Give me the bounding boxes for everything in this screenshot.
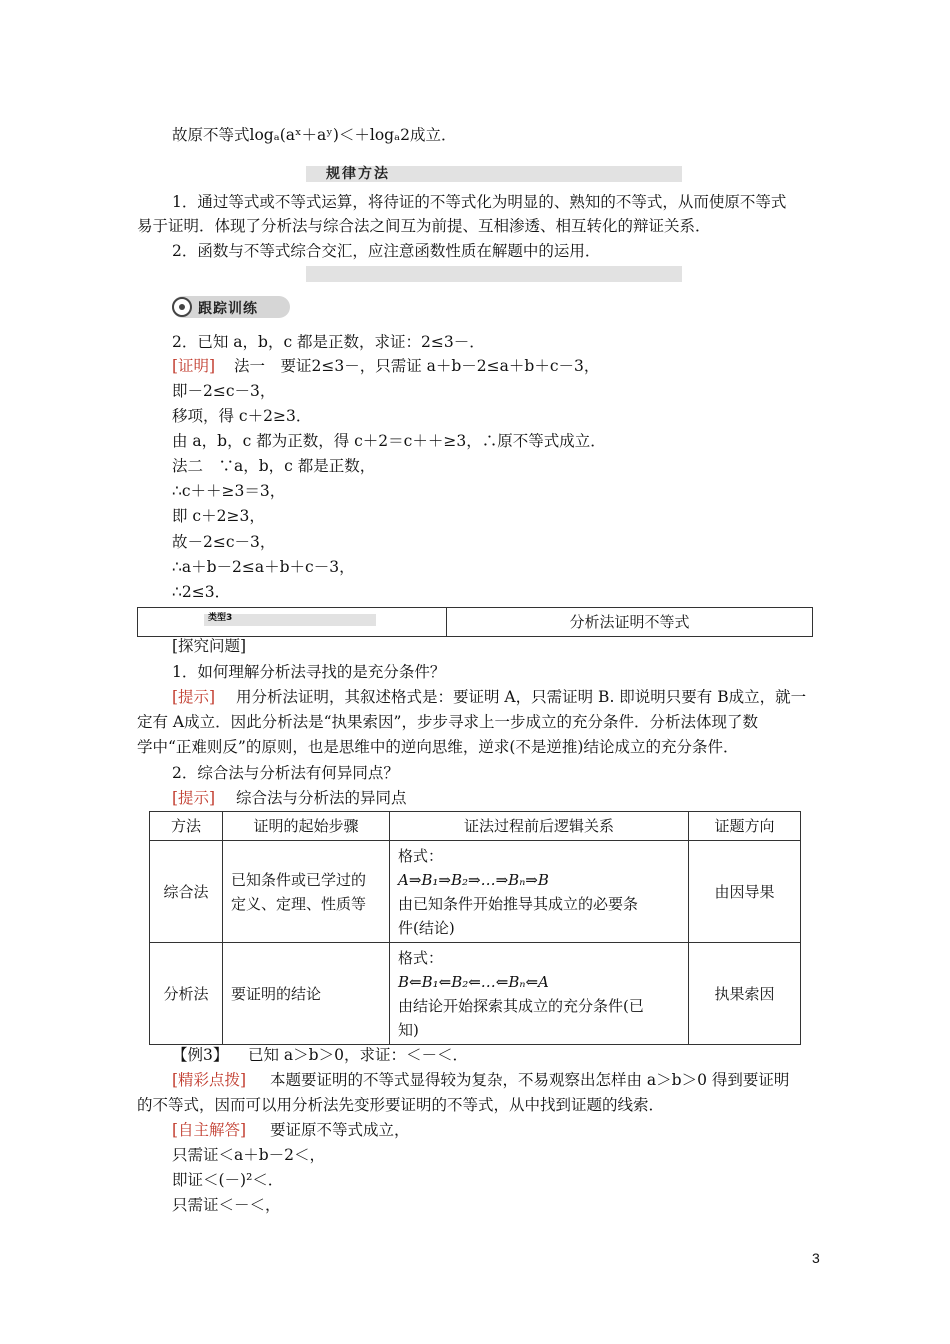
start-text-line: 已知条件或已学过的	[231, 870, 367, 889]
rule-item-2: 2．函数与不等式综合交汇，应注意函数性质在解题中的运用．	[172, 242, 601, 260]
tracking-practice-title: 跟踪训练	[198, 301, 258, 317]
proof-line-7: 即 c＋2≥3，	[172, 507, 265, 525]
start-cell	[223, 841, 390, 943]
logic-text-line: 格式：	[398, 948, 444, 967]
explore-heading: [探究问题]	[172, 637, 247, 655]
table-row	[150, 841, 801, 943]
question-1-answer-line-2: 定有 A成立．因此分析法是“执果索因”，步步寻求上一步成立的充分条件．分析法体现了数	[137, 713, 758, 731]
rule-method-title: 规律方法	[326, 166, 390, 182]
exercise-2-problem: 2．已知 a，b，c 都是正数，求证：2≤3－．	[172, 333, 485, 351]
insight-tag: [精彩点拨]	[172, 1071, 247, 1089]
example-3-tag: 【例3】	[172, 1046, 229, 1064]
logic-text-line: 由结论开始探索其成立的充分条件(已	[398, 996, 644, 1015]
logic-text-line: 件(结论)	[398, 918, 455, 937]
direction-cell: 执果索因	[689, 943, 801, 1045]
logic-text-line: 格式：	[398, 846, 444, 865]
proof-line-1: 法一 要证2≤3－，只需证 a＋b－2≤a＋b＋c－3，	[234, 357, 600, 375]
proof-line-8: 故－2≤c－3，	[172, 533, 276, 551]
rule-item-1-line-1: 1．通过等式或不等式运算，将待证的不等式化为明显的、熟知的不等式，从而使原不等式	[172, 193, 787, 211]
logic-cell	[390, 943, 689, 1045]
proof-line-5: 法二 ∵a，b，c 都是正数，	[172, 457, 376, 475]
question-2-answer: 综合法与分析法的异同点	[236, 789, 407, 807]
target-icon	[172, 297, 192, 317]
question-1-answer-line-1: 用分析法证明，其叙述格式是：要证明 A，只需证明 B. 即说明只要有 B成立，就一	[236, 688, 807, 706]
method-cell: 分析法	[150, 943, 223, 1045]
proof-line-2: 即－2≤c－3，	[172, 382, 276, 400]
header-logic: 证法过程前后逻辑关系	[390, 812, 689, 841]
start-text-line: 要证明的结论	[231, 984, 322, 1003]
type-header-table	[137, 607, 813, 637]
start-cell	[223, 943, 390, 1045]
solution-tag: [自主解答]	[172, 1121, 247, 1139]
rule-method-end-bar	[306, 266, 682, 282]
logic-cell	[390, 841, 689, 943]
header-start: 证明的起始步骤	[223, 812, 390, 841]
comparison-table-header	[150, 812, 801, 841]
header-direction: 证题方向	[689, 812, 801, 841]
direction-cell: 由因导果	[689, 841, 801, 943]
logic-format-line: B⇐B₁⇐B₂⇐…⇐Bₙ⇐A	[398, 972, 549, 991]
proof-line-4: 由 a，b，c 都为正数，得 c＋2＝c＋＋≥3，∴原不等式成立．	[172, 432, 606, 450]
question-1: 1．如何理解分析法寻找的是充分条件？	[172, 663, 446, 681]
proof-tag: [证明]	[172, 357, 216, 375]
solution-line-1: 要证原不等式成立，	[270, 1121, 410, 1139]
proof-line-10: ∴2≤3．	[172, 583, 231, 601]
hint-tag-1: [提示]	[172, 688, 216, 706]
insight-line-1: 本题要证明的不等式显得较为复杂，不易观察出怎样由 a＞b＞0 得到要证明	[270, 1071, 790, 1089]
type-tag: 类型3	[208, 613, 233, 623]
proof-line-9: ∴a＋b－2≤a＋b＋c－3，	[172, 558, 355, 576]
insight-line-2: 的不等式，因而可以用分析法先变形要证明的不等式，从中找到证题的线索．	[137, 1096, 665, 1114]
logic-format-line: A⇒B₁⇒B₂⇒…⇒Bₙ⇒B	[398, 870, 549, 889]
hint-tag-2: [提示]	[172, 789, 216, 807]
type-tag-cell	[138, 608, 447, 637]
logic-text-line: 知)	[398, 1020, 419, 1039]
solution-line-3: 即证＜(－)²＜．	[172, 1171, 284, 1189]
solution-line-2: 只需证＜a＋b－2＜，	[172, 1146, 326, 1164]
header-method: 方法	[150, 812, 223, 841]
proof-line-3: 移项，得 c＋2≥3．	[172, 407, 312, 425]
solution-line-4: 只需证＜－＜，	[172, 1196, 281, 1214]
comparison-table	[149, 811, 801, 1045]
page-number: 3	[812, 1250, 820, 1266]
method-cell: 综合法	[150, 841, 223, 943]
conclusion-line: 故原不等式logₐ(aˣ＋aʸ)＜＋logₐ2成立．	[172, 126, 457, 144]
question-1-answer-line-3: 学中“正难则反”的原则，也是思维中的逆向思维，逆求(不是逆推)结论成立的充分条件．	[137, 738, 739, 756]
proof-line-6: ∴c＋＋≥3＝3，	[172, 482, 286, 500]
table-row	[150, 943, 801, 1045]
rule-item-1-line-2: 易于证明．体现了分析法与综合法之间互为前提、互相渗透、相互转化的辩证关系．	[137, 217, 711, 235]
type-title: 分析法证明不等式	[447, 608, 813, 637]
logic-text-line: 由已知条件开始推导其成立的必要条	[398, 894, 639, 913]
question-2: 2．综合法与分析法有何异同点？	[172, 764, 399, 782]
start-text-line: 定义、定理、性质等	[231, 894, 367, 913]
example-3-problem: 已知 a＞b＞0，求证：＜－＜．	[248, 1046, 468, 1064]
